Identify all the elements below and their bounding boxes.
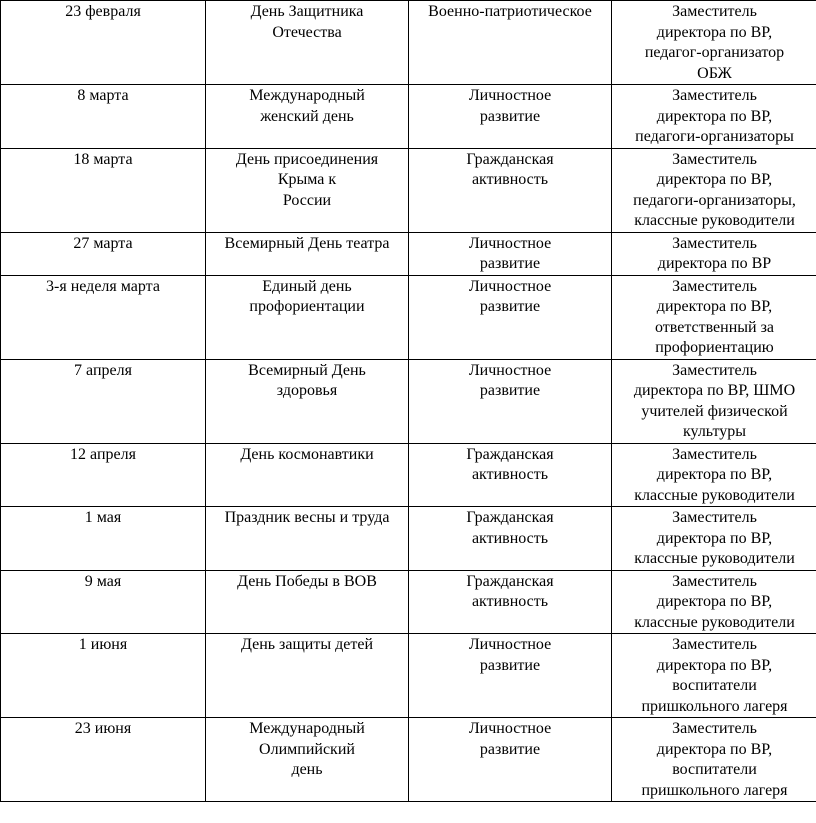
date-cell: 1 июня	[1, 634, 206, 718]
table-row	[1, 570, 816, 634]
direction-cell: Личностное развитие	[409, 232, 612, 275]
responsible-cell: Заместитель директора по ВР, педагоги-организаторы	[612, 85, 816, 149]
direction-cell: Личностное развитие	[409, 634, 612, 718]
table-row	[1, 275, 816, 359]
table-row	[1, 232, 816, 275]
event-cell: Международный женский день	[206, 85, 409, 149]
direction-cell: Личностное развитие	[409, 275, 612, 359]
event-cell: День защиты детей	[206, 634, 409, 718]
date-cell: 23 февраля	[1, 1, 206, 85]
event-cell: Международный Олимпийский день	[206, 718, 409, 802]
event-cell: День присоединения Крыма к России	[206, 148, 409, 232]
table-row	[1, 359, 816, 443]
responsible-cell: Заместитель директора по ВР, педагог-организатор ОБЖ	[612, 1, 816, 85]
responsible-cell: Заместитель директора по ВР, ответственный за профориентацию	[612, 275, 816, 359]
date-cell: 12 апреля	[1, 443, 206, 507]
table-row	[1, 507, 816, 571]
event-cell: Всемирный День театра	[206, 232, 409, 275]
date-cell: 7 апреля	[1, 359, 206, 443]
event-cell: Всемирный День здоровья	[206, 359, 409, 443]
direction-cell: Гражданская активность	[409, 443, 612, 507]
direction-cell: Гражданская активность	[409, 507, 612, 571]
date-cell: 18 марта	[1, 148, 206, 232]
direction-cell: Личностное развитие	[409, 85, 612, 149]
responsible-cell: Заместитель директора по ВР, педагоги-организаторы, классные руководители	[612, 148, 816, 232]
date-cell: 23 июня	[1, 718, 206, 802]
direction-cell: Гражданская активность	[409, 570, 612, 634]
table-row	[1, 718, 816, 802]
date-cell: 9 мая	[1, 570, 206, 634]
responsible-cell: Заместитель директора по ВР, ШМО учителей физической культуры	[612, 359, 816, 443]
responsible-cell: Заместитель директора по ВР, воспитатели пришкольного лагеря	[612, 634, 816, 718]
table-row	[1, 85, 816, 149]
responsible-cell: Заместитель директора по ВР, воспитатели пришкольного лагеря	[612, 718, 816, 802]
event-cell: Праздник весны и труда	[206, 507, 409, 571]
event-cell: День Победы в ВОВ	[206, 570, 409, 634]
event-cell: День космонавтики	[206, 443, 409, 507]
responsible-cell: Заместитель директора по ВР, классные руководители	[612, 507, 816, 571]
date-cell: 3-я неделя марта	[1, 275, 206, 359]
direction-cell: Гражданская активность	[409, 148, 612, 232]
table-row	[1, 634, 816, 718]
date-cell: 27 марта	[1, 232, 206, 275]
direction-cell: Личностное развитие	[409, 718, 612, 802]
responsible-cell: Заместитель директора по ВР, классные руководители	[612, 443, 816, 507]
responsible-cell: Заместитель директора по ВР	[612, 232, 816, 275]
direction-cell: Военно-патриотическое	[409, 1, 612, 85]
table-row	[1, 443, 816, 507]
event-cell: Единый день профориентации	[206, 275, 409, 359]
date-cell: 1 мая	[1, 507, 206, 571]
direction-cell: Личностное развитие	[409, 359, 612, 443]
table-row	[1, 148, 816, 232]
responsible-cell: Заместитель директора по ВР, классные руководители	[612, 570, 816, 634]
table-row	[1, 1, 816, 85]
date-cell: 8 марта	[1, 85, 206, 149]
event-cell: День Защитника Отечества	[206, 1, 409, 85]
